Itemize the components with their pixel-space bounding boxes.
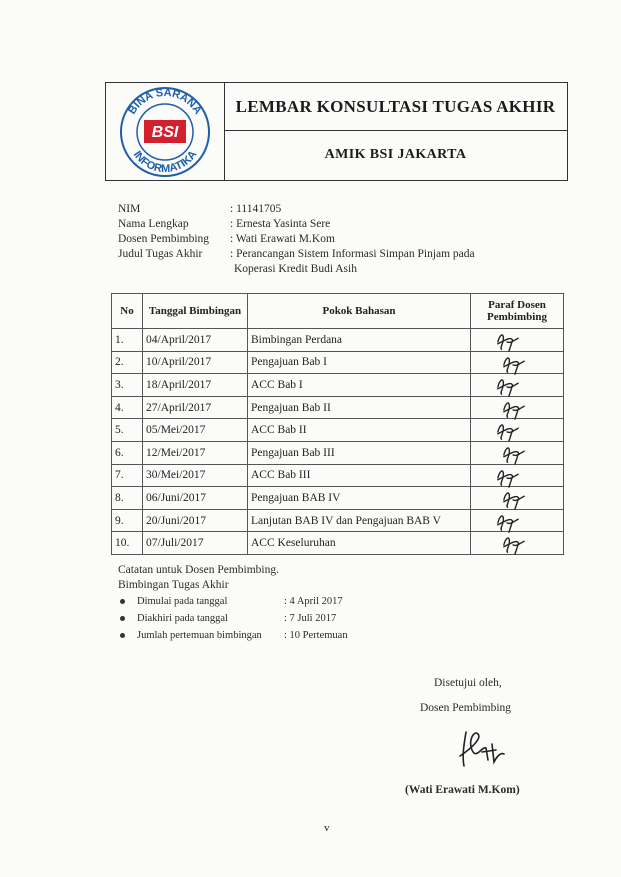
row-topic: Pengajuan Bab I [248, 351, 471, 374]
row-signature-cell [471, 351, 564, 374]
note-item-count [120, 630, 348, 641]
row-signature-cell [471, 396, 564, 419]
row-signature-cell [471, 532, 564, 555]
row-number: 7. [112, 464, 143, 487]
note-value: : 4 April 2017 [284, 596, 343, 607]
note-value: : 7 Juli 2017 [284, 613, 337, 624]
row-number: 2. [112, 351, 143, 374]
row-date: 10/April/2017 [143, 351, 248, 374]
table-row [112, 509, 564, 532]
row-date: 07/Juli/2017 [143, 532, 248, 555]
info-value: : Ernesta Yasinta Sere [230, 218, 331, 230]
logo-bottom-text: INFORMATIKA [130, 148, 200, 176]
row-date: 18/April/2017 [143, 374, 248, 397]
row-date: 12/Mei/2017 [143, 441, 248, 464]
note-label: Dimulai pada tanggal [137, 596, 228, 607]
document-title: LEMBAR KONSULTASI TUGAS AKHIR [224, 83, 567, 131]
initials-signature-icon [499, 442, 529, 466]
row-date: 06/Juni/2017 [143, 487, 248, 510]
table-row [112, 464, 564, 487]
row-topic: Pengajuan Bab II [248, 396, 471, 419]
header-box [105, 82, 568, 181]
row-topic: ACC Bab II [248, 419, 471, 442]
info-row-advisor [118, 232, 475, 247]
row-number: 10. [112, 532, 143, 555]
header-date: Tanggal Bimbingan [143, 294, 248, 329]
info-row-name [118, 217, 475, 232]
row-signature-cell [471, 419, 564, 442]
note-item-end [120, 613, 336, 624]
initials-signature-icon [499, 487, 529, 511]
note-value: : 10 Pertemuan [284, 630, 348, 641]
bsi-logo [106, 83, 224, 180]
row-date: 20/Juni/2017 [143, 509, 248, 532]
row-signature-cell [471, 441, 564, 464]
approved-by: Disetujui oleh, [434, 677, 502, 689]
row-date: 27/April/2017 [143, 396, 248, 419]
logo-top-text: BINA SARANA [126, 86, 204, 117]
row-topic: Pengajuan Bab III [248, 441, 471, 464]
initials-signature-icon [499, 532, 529, 556]
row-topic: ACC Bab I [248, 374, 471, 397]
table-body [112, 329, 564, 555]
notes-line-2: Bimbingan Tugas Akhir [118, 579, 229, 591]
header-no: No [112, 294, 143, 329]
table-row [112, 441, 564, 464]
info-label: NIM [118, 203, 141, 215]
row-signature-cell [471, 464, 564, 487]
table-row [112, 487, 564, 510]
svg-text:INFORMATIKA [131, 149, 200, 175]
approver-role: Dosen Pembimbing [420, 702, 512, 714]
page-number: v [324, 822, 330, 834]
table-header-row [112, 294, 564, 329]
info-title-continuation: Koperasi Kredit Budi Asih [234, 263, 357, 275]
signer-name: (Wati Erawati M.Kom) [405, 784, 520, 796]
table-row [112, 351, 564, 374]
initials-signature-icon [493, 510, 523, 534]
table-row [112, 396, 564, 419]
row-signature-cell [471, 329, 564, 352]
initials-signature-icon [499, 397, 529, 421]
row-date: 30/Mei/2017 [143, 464, 248, 487]
info-row-title [118, 247, 475, 262]
initials-signature-icon [493, 374, 523, 398]
row-topic: ACC Keseluruhan [248, 532, 471, 555]
student-info [118, 202, 475, 277]
row-number: 6. [112, 441, 143, 464]
info-value: : Wati Erawati M.Kom [230, 233, 335, 245]
row-topic: Lanjutan BAB IV dan Pengajuan BAB V [248, 509, 471, 532]
row-number: 4. [112, 396, 143, 419]
note-label: Diakhiri pada tanggal [137, 613, 228, 624]
initials-signature-icon [493, 329, 523, 353]
info-label: Nama Lengkap [118, 218, 189, 230]
initials-signature-icon [493, 419, 523, 443]
initials-signature-icon [499, 352, 529, 376]
header-sign: Paraf Dosen Pembimbing [471, 294, 564, 329]
note-label: Jumlah pertemuan bimbingan [137, 630, 262, 641]
consultation-table [111, 293, 564, 555]
row-topic: Bimbingan Perdana [248, 329, 471, 352]
note-item-start [120, 596, 343, 607]
table-row [112, 374, 564, 397]
row-number: 5. [112, 419, 143, 442]
advisor-signature [452, 726, 512, 774]
header-topic: Pokok Bahasan [248, 294, 471, 329]
row-number: 3. [112, 374, 143, 397]
notes [118, 563, 279, 593]
info-label: Dosen Pembimbing [118, 233, 210, 245]
row-signature-cell [471, 509, 564, 532]
info-value: : 11141705 [230, 203, 282, 215]
row-date: 04/April/2017 [143, 329, 248, 352]
row-signature-cell [471, 487, 564, 510]
row-date: 05/Mei/2017 [143, 419, 248, 442]
row-signature-cell [471, 374, 564, 397]
row-topic: ACC Bab III [248, 464, 471, 487]
bullet-icon [120, 633, 125, 638]
institution-name: AMIK BSI JAKARTA [324, 147, 467, 162]
table-row [112, 419, 564, 442]
row-number: 8. [112, 487, 143, 510]
row-topic: Pengajuan BAB IV [248, 487, 471, 510]
initials-signature-icon [493, 465, 523, 489]
info-value: : Perancangan Sistem Informasi Simpan Pinjam pada [230, 248, 475, 260]
info-label: Judul Tugas Akhir [118, 248, 203, 260]
svg-text:BINA SARANA [126, 87, 204, 117]
table-row [112, 329, 564, 352]
info-row-nim [118, 202, 475, 217]
row-number: 1. [112, 329, 143, 352]
bullet-icon [120, 616, 125, 621]
logo-cell [106, 83, 225, 180]
bullet-icon [120, 599, 125, 604]
table-row [112, 532, 564, 555]
notes-line-1: Catatan untuk Dosen Pembimbing. [118, 564, 279, 576]
logo-mark: BSI [151, 124, 179, 141]
row-number: 9. [112, 509, 143, 532]
